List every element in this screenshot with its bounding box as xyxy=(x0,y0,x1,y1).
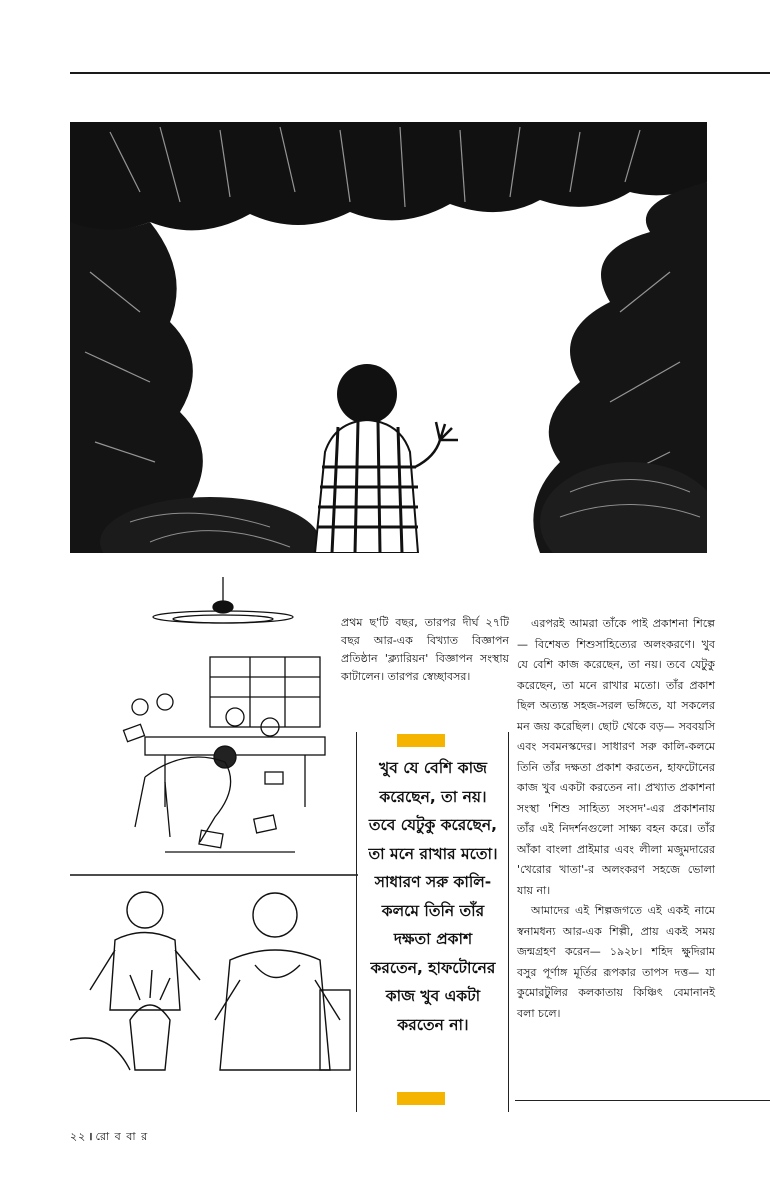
body-paragraph-1: এরপরই আমরা তাঁকে পাই প্রকাশনা শিল্পে— বিশেষত শিশুসাহিত্যের অলংকরণে। খুব যে বেশি কাজ করেছেন, তা নয়। তবে যেটুকু করেছেন, তা মনে রাখার মতো। তাঁর প্রকাশ ছিল অত্যন্ত সহজ-সরল ভঙ্গিতে, যা সকলের মন জয় করেছিল। ছোট থেকে বড়— সববয়সি এবং সবমনস্কদের। সাধারণ সরু কালি-কলমে তিনি তাঁর দক্ষতা প্রকাশ করতেন, হাফটোনের কাজ খুব একটা করতেন না। প্রখ্যাত প্রকাশনা সংস্থা 'শিশু সাহিত্য সংসদ'-এর প্রকাশনায় তাঁর এই নিদর্শনগুলো সাক্ষ্য বহন করে। তাঁর আঁকা বাংলা প্রাইমার এবং লীলা মজুমদারের 'খেরোর খাতা'-র অলংকরণ সহজে ভোলা যায় না। xyxy=(517,617,715,897)
pull-quote-text: খুব যে বেশি কাজ করেছেন, তা নয়। তবে যেটুকু করেছেন, তা মনে রাখার মতো। সাধারণ সরু কালি-কলমে তিনি তাঁর দক্ষতা প্রকাশ করতেন, হাফটোনের কাজ খুব একটা করতেন না। xyxy=(368,759,498,1034)
page-footer xyxy=(70,1128,148,1147)
forest-illustration xyxy=(70,122,707,553)
caption-text: প্রথম ছ'টি বছর, তারপর দীর্ঘ ২৭টি বছর আর-এক বিখ্যাত বিজ্ঞাপন প্রতিষ্ঠান 'ক্ল্যারিয়ন' বিজ্ঞাপন সংস্থায় কাটালেন। তারপর স্বেচ্ছাবসর। xyxy=(341,616,509,683)
quote-accent-bar-bottom xyxy=(397,1092,445,1105)
two-men-illustration xyxy=(70,870,358,1082)
folio-separator: । xyxy=(88,1130,94,1143)
illustration-caption xyxy=(341,614,509,686)
bottom-rule xyxy=(515,1100,770,1101)
body-column xyxy=(517,614,715,1024)
body-paragraph-2: আমাদের এই শিল্পজগতে এই একই নামে স্বনামধন্য আর-এক শিল্পী, প্রায় একই সময় জন্মগ্রহণ করেন— ১৯২৮। শহিদ ক্ষুদিরাম বসুর পূর্ণাঙ্গ মূর্তির রূপকার তাপস দত্ত— যা কুমোরটুলির কলকাতায় কিঞ্চিৎ বেমানানই বলা চলে। xyxy=(517,904,715,1020)
pull-quote xyxy=(356,732,509,1112)
quote-accent-bar-top xyxy=(397,734,445,747)
office-illustration xyxy=(105,577,343,865)
magazine-name: রো ব বা র xyxy=(95,1130,149,1143)
top-rule xyxy=(70,72,770,74)
page-number: ২২ xyxy=(70,1130,87,1143)
pull-quote-text-block xyxy=(367,754,499,1039)
